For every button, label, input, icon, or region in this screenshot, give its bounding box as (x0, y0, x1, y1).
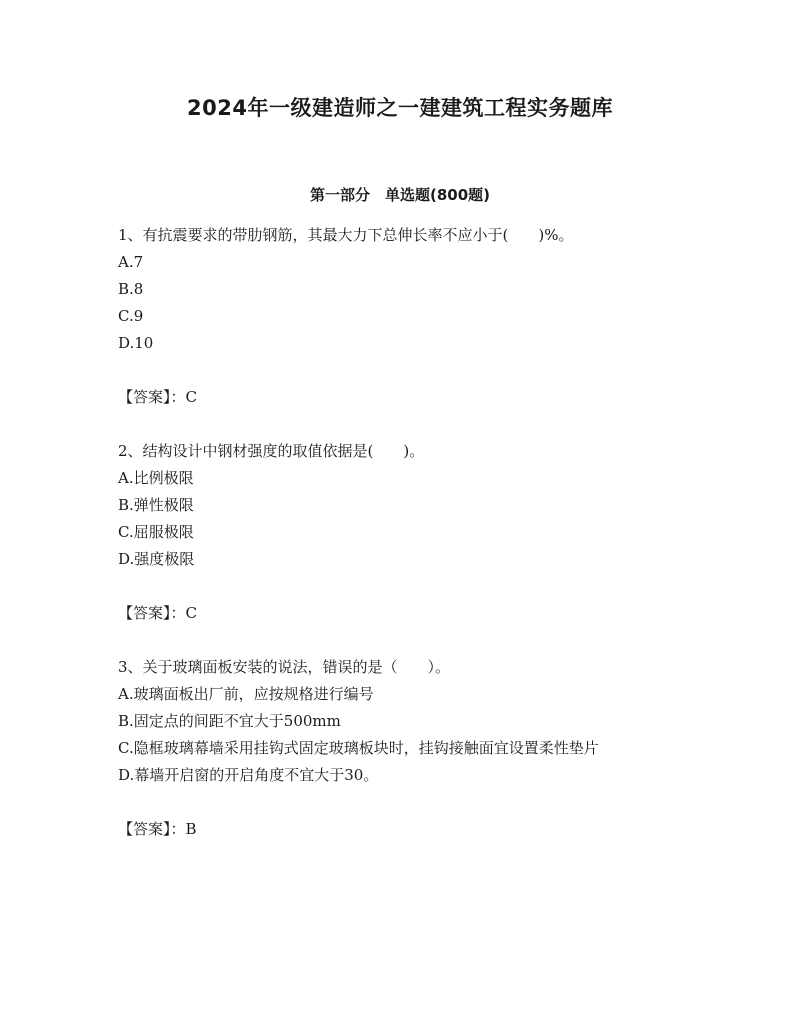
option-d: D.强度极限 (118, 550, 195, 568)
option-c: C.9 (118, 307, 144, 325)
question-stem: 1、有抗震要求的带肋钢筋，其最大力下总伸长率不应小于( )%。 (118, 226, 574, 244)
question-stem: 2、结构设计中钢材强度的取值依据是( )。 (118, 442, 425, 460)
answer-value: B (185, 820, 197, 838)
option-a: A.比例极限 (118, 469, 194, 487)
answer-label: 【答案】： (118, 388, 186, 406)
answer-value: C (185, 388, 197, 406)
answer-line (118, 384, 698, 411)
option-a: A.7 (118, 253, 144, 271)
question-list (118, 222, 698, 843)
question-2 (118, 438, 698, 627)
option-d: D.10 (118, 334, 154, 352)
option-d: D.幕墙开启窗的开启角度不宜大于30。 (118, 766, 379, 784)
question-3 (118, 654, 698, 843)
option-b: B.弹性极限 (118, 496, 194, 514)
answer-value: C (185, 604, 197, 622)
option-c: C.屈服极限 (118, 523, 194, 541)
option-a: A.玻璃面板出厂前，应按规格进行编号 (118, 685, 374, 703)
option-b: B.固定点的间距不宜大于500mm (118, 712, 341, 730)
section-heading: 第一部分 单选题(800题) (309, 186, 491, 204)
answer-line (118, 600, 698, 627)
question-1 (118, 222, 698, 411)
option-b: B.8 (118, 280, 144, 298)
question-stem: 3、关于玻璃面板安装的说法，错误的是（ ）。 (118, 658, 451, 676)
option-c: C.隐框玻璃幕墙采用挂钩式固定玻璃板块时，挂钩接触面宜设置柔性垫片 (118, 739, 599, 757)
answer-label: 【答案】： (118, 604, 186, 622)
document-title: 2024年一级建造师之一建建筑工程实务题库 (187, 96, 613, 120)
answer-line (118, 816, 698, 843)
answer-label: 【答案】： (118, 820, 186, 838)
